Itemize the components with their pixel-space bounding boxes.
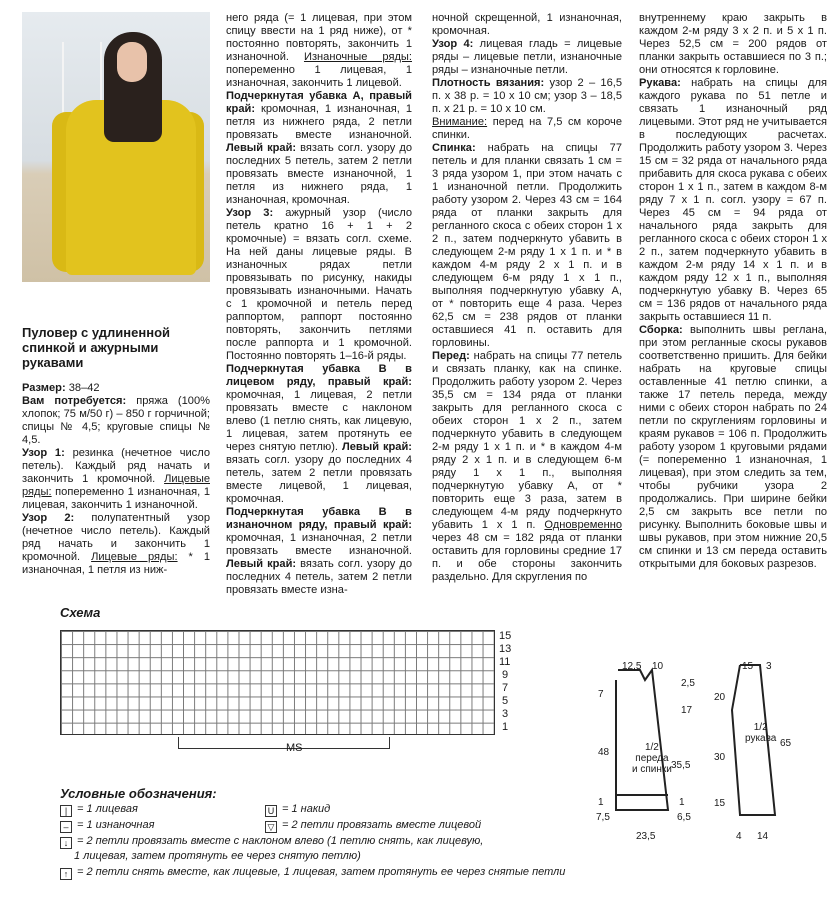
pattern4-label: Узор 4: — [432, 38, 474, 50]
sleeve-label-line: 1/2 — [753, 722, 768, 733]
model-photo — [22, 12, 210, 282]
needs-text: пряжа (100% хлопок; 75 м/50 г) – 850 г горчичной; спицы № 4,5; круговые спицы № 4,5. — [22, 395, 211, 446]
decrease-c-label: Подчеркнутая убавка В в изнаночном ряду, правый край: — [226, 506, 412, 531]
legend-ssk — [60, 835, 483, 849]
pattern1-label: Узор 1: — [22, 447, 65, 459]
knit-symbol-icon: | — [60, 805, 72, 817]
front-text-b: через 48 см = 182 ряда от планки оставить для горловины средние 17 п. и обе стороны закончить раздельно. Для скругления по — [432, 532, 622, 583]
stitch-chart-grid — [60, 630, 495, 735]
back-label: Спинка: — [432, 142, 476, 154]
pattern2-text-b: * 1 изнаночная, 1 петля из ниж- — [22, 551, 211, 576]
row-number: 3 — [502, 708, 509, 720]
dim-label: 7 — [598, 689, 604, 700]
dim-label: 14 — [757, 831, 769, 842]
assembly-label: Сборка: — [639, 324, 683, 336]
dim-label: 1 — [598, 797, 604, 808]
sleeves-label: Рукава: — [639, 77, 681, 89]
body-label-line: и спинки — [632, 764, 672, 775]
legend-title: Условные обозначения: — [60, 786, 217, 801]
legend-k2tog-text: = 2 петли провязать вместе лицевой — [282, 819, 482, 831]
front-label: Перед: — [432, 350, 470, 362]
sleeve-label-line: рукава — [745, 733, 777, 744]
dim-label: 35,5 — [671, 760, 691, 771]
density-text: узор 2 – 16,5 п. х 38 р. = 10 х 10 см; узор 3 – 18,5 п. х 21 р. = 10 х 10 см. — [432, 77, 622, 115]
dim-label: 2,5 — [681, 678, 695, 689]
dim-label: 12,5 — [622, 661, 642, 672]
col4-text: внутреннему краю закрыть в каждом 2-м ряду 3 х 2 п. и 5 х 1 п. Через 52,5 см = 200 рядов от планки закрыть оставшиеся по 3 п.; они относятся к горловине. — [639, 12, 827, 76]
legend-knit — [60, 803, 138, 817]
decrease-b-text: кромочная, 1 лицевая, 2 петли провязать вместе с наклоном влево (1 петлю снять, как лицевую, 1 лицевая, затем протянуть ее через снятую петлю). — [226, 389, 412, 453]
back-text: набрать на спицы 77 петель и для планки связать 1 см = 3 ряда узором 1, при этом начать с 1 изнаночной петли. Продолжить работу узором 2. Через 43 см = 164 ряда от планки закрыть для регланного скоса с обеих сторон 1 х 2 п., затем подчеркнуто убавить в следующем 2-м ряду 1 х 1 п. и * в каждом 4-м ряду 2 х 1 п. и в следующем 6-м ряду 1 х 1 п., выполняя подчеркнутую убавку А, от * повторить еще 4 раза. Через 62,5 см = 238 рядов от планки оставшиеся 41 п. оставить для горловины. — [432, 142, 622, 349]
column-4 — [639, 12, 827, 571]
body-label-line: 1/2 — [644, 742, 659, 753]
decrease-a-text-b: вязать согл. узору до последних 5 петель, затем 2 петли провязать вместе изнаночной, 1 петля из нижнего ряда, 1 изнаночная, кромочная. — [226, 142, 413, 206]
col2-text: него ряда (= 1 лицевая, при этом спицу ввести на 1 ряд ниже), от * постоянно повторять, закончить 1 изнаночной. — [226, 12, 412, 63]
repeat-label: MS — [286, 742, 303, 754]
sleeve-piece-label — [745, 722, 776, 744]
k2tog-symbol-icon: ▽ — [265, 821, 277, 833]
sleeves-text: набрать на спицы для каждого рукава по 51 петле и связать 1 изнаночный ряд лицевыми. Этот ряд не учитывается в последующих расчетах. Продолжить работу узором 3. Через 15 см = 32 ряда от начального ряда прибавить для скоса рукава с обеих сторон 1 х 1 п., затем в каждом 8-м ряду 7 х 1 п. согл. узору = 67 п. Через 45 см = 94 ряда от начального ряда закрыть для регланного скоса с обеих сторон 1 х 2 п., затем подчеркнуто убавить в каждом 2-м ряду 14 х 1 п. и в каждом ряду 12 х 1 п., выполняя подчеркнутую убавку В. Через 65 см = 136 рядов от начального ряда закрыть оставшиеся 11 п. — [639, 77, 827, 323]
dim-label: 6,5 — [677, 812, 691, 823]
decrease-a-text: кромочная, 1 изнаночная, 1 петля из нижнего ряда, 2 петли провязать вместе изнаночной. — [226, 103, 412, 141]
pattern1-text-b: попеременно 1 изнаночная, 1 лицевая, закончить 1 изнаночной. — [22, 486, 210, 511]
pattern2-text: полупатентный узор (нечетное число петель). Каждый ряд начать и закончить 1 кромочной. — [22, 512, 210, 563]
dim-label: 3 — [766, 661, 772, 672]
dim-label: 4 — [736, 831, 742, 842]
needs-label: Вам потребуется: — [22, 395, 127, 407]
legend-cdd — [60, 866, 565, 880]
legend-purl — [60, 819, 154, 833]
size-value: 38–42 — [65, 382, 100, 394]
dim-label: 17 — [681, 705, 693, 716]
dim-label: 30 — [714, 752, 726, 763]
front-text: набрать на спицы 77 петель и связать планку, как на спинке. Продолжить работу узором 2. Через 35,5 см = 134 ряда от планки закрыть для регланного скоса с обеих сторон 1 х 2 п., затем подчеркнуто убавить в следующем 2-м ряду 1 х 1 п. и * в каждом 4-м ряду 2 х 1 п. и в следующем 6-м ряду 1 х 1 п., выполняя подчеркнутую убавку А, от * повторить еще 3 раза, затем в следующем 4-м ряду подчеркнуто убавить 1 х 1 п. — [432, 350, 622, 531]
pattern1-rows: Лицевые ряды: — [22, 473, 210, 498]
attention-label: Внимание: — [432, 116, 488, 128]
repeat-bracket — [178, 737, 390, 749]
dim-label: 15 — [742, 661, 754, 672]
purl-symbol-icon: – — [60, 821, 72, 833]
legend-ssk-text: = 2 петли провязать вместе с наклоном влево (1 петлю снять, как лицевую, — [77, 835, 484, 847]
legend-ssk-cont: 1 лицевая, затем протянуть ее через снятую петлю) — [74, 850, 361, 862]
face — [117, 42, 147, 82]
left-edge-label: Левый край: — [226, 142, 297, 154]
pattern3-label: Узор 3: — [226, 207, 274, 219]
decrease-b-text-b: вязать согл. узору до последних 4 петель, затем 2 петли провязать вместе лицевой, 1 лицевая, кромочная. — [226, 454, 412, 505]
dim-label: 23,5 — [636, 831, 656, 842]
column-3 — [432, 12, 622, 584]
dim-label: 7,5 — [596, 812, 610, 823]
size-label: Размер: — [22, 382, 66, 394]
decrease-c-text: кромочная, 1 изнаночная, 2 петли провязать вместе изнаночной. — [226, 532, 412, 557]
row-number: 13 — [499, 643, 512, 655]
yarn-over-symbol-icon: U — [265, 805, 277, 817]
pattern1-text: резинка (нечетное число петель). Каждый ряд начать и закончить 1 кромочной. — [22, 447, 210, 485]
row-number: 11 — [499, 656, 511, 668]
garment-schematic — [590, 650, 810, 850]
pattern2-label: Узор 2: — [22, 512, 75, 524]
attention-text: перед на 7,5 см короче спинки. — [432, 116, 622, 141]
body-label-line: переда — [635, 753, 669, 764]
simultaneously-label: Одновременно — [544, 519, 622, 531]
legend-purl-text: = 1 изнаночная — [77, 819, 155, 831]
dim-label: 65 — [780, 738, 792, 749]
legend-knit-text: = 1 лицевая — [77, 803, 138, 815]
column-1 — [22, 382, 210, 577]
col3-text: ночной скрещенной, 1 изнаночная, кромочная. — [432, 12, 622, 37]
row-number: 9 — [502, 669, 509, 681]
double-decrease-symbol-icon: ↑ — [60, 868, 72, 880]
purl-rows-label: Изнаночные ряды: — [303, 51, 412, 63]
left-edge-label: Левый край: — [341, 441, 412, 453]
assembly-text: выполнить швы реглана, при этом регланные скосы рукавов соответственно пришить. Для бейки набрать на круговые спицы оставленные 41 петлю спинки, а также 17 петель переда, между ними с обеих сторон набрать по 24 петли по скруглениям горловины и краям рукавов = 106 п. Продолжить работу узором 1 круговыми рядами (= попеременно 1 изнаночная, 1 лицевая), при этом следить за тем, чтобы рубчики узора 2 продолжались. При ширине бейки 2,5 см закрыть все петли по рисунку. Выполнить боковые швы и швы рукавов, при этом нижние 20,5 см спинки и 13 см переда оставить открытыми для боковых разрезов. — [639, 324, 827, 570]
scheme-title: Схема — [60, 605, 101, 620]
pattern4-text: лицевая гладь = лицевые ряды – лицевые петли, изнаночные ряды – изнаночные петли. — [432, 38, 622, 76]
density-label: Плотность вязания: — [432, 77, 545, 89]
decrease-c-text-b: вязать согл. узору до последних 4 петель, затем 2 петли провязать вместе изна- — [226, 558, 413, 596]
row-number: 1 — [502, 721, 509, 733]
dim-label: 10 — [652, 661, 664, 672]
col2-text-b: попеременно 1 лицевая, 1 изнаночная, закончить 1 лицевой. — [226, 64, 412, 89]
dim-label: 1 — [679, 797, 685, 808]
row-number: 15 — [499, 630, 512, 642]
legend-k2tog — [265, 819, 481, 833]
pattern2-rows: Лицевые ряды: — [91, 551, 178, 563]
column-2 — [226, 12, 412, 597]
legend-cdd-text: = 2 петли снять вместе, как лицевые, 1 лицевая, затем протянуть ее через снятые петли — [77, 866, 566, 878]
dim-label: 20 — [714, 692, 726, 703]
legend-yo — [265, 803, 330, 817]
body-piece-label — [632, 742, 672, 775]
ssk-symbol-icon: ↓ — [60, 837, 72, 849]
pattern3-text: ажурный узор (число петель кратно 16 + 1 + 2 кромочные) = вязать согл. схеме. На ней даны лицевые ряды. В изнаночных рядах петли провязывать по рисунку, накиды провязывать изнаночными. Начать с 1 кромочной и петель перед раппортом, раппорт постоянно повторять, закончить петлями после раппорта и 1 кромочной. Постоянно повторять 1–16-й ряды. — [226, 207, 412, 362]
row-number: 5 — [502, 695, 509, 707]
row-number: 7 — [502, 682, 509, 694]
decrease-a-label: Подчеркнутая убавка А, правый край: — [226, 90, 412, 115]
legend-yo-text: = 1 накид — [282, 803, 331, 815]
left-edge-label: Левый край: — [226, 558, 297, 570]
dim-label: 48 — [598, 747, 610, 758]
dim-label: 15 — [714, 798, 726, 809]
pattern-title: Пуловер с удлиненной спинкой и ажурными рукавами — [22, 325, 171, 370]
decrease-b-label: Подчеркнутая убавка В в лицевом ряду, правый край: — [226, 363, 412, 388]
